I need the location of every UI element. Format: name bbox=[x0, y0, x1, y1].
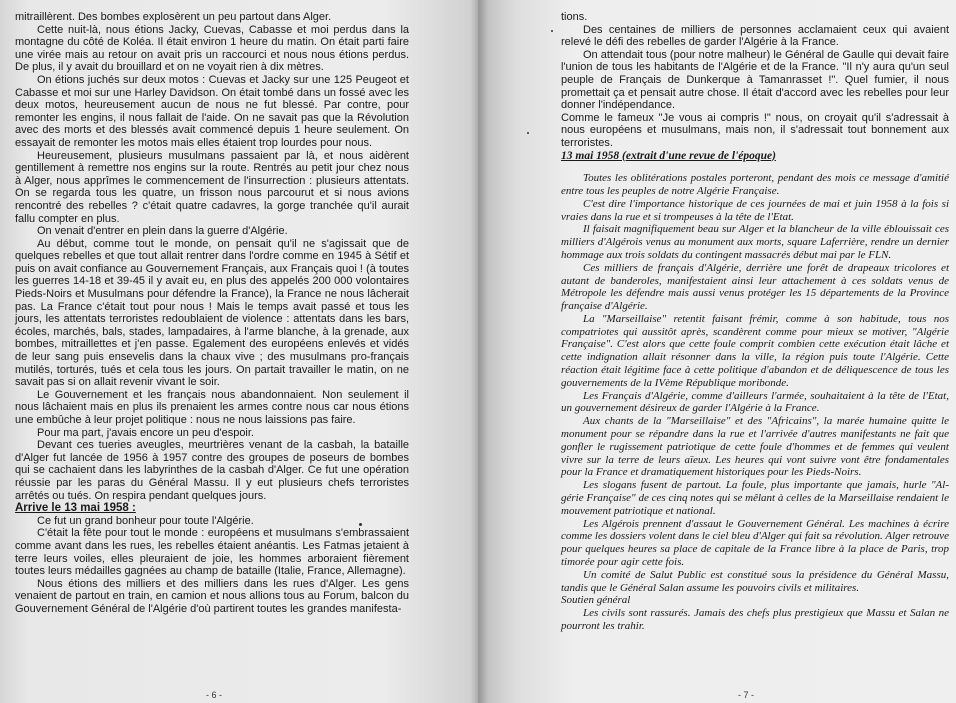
paragraph: Au début, comme tout le monde, on pensait qu'il ne s'agissait que de quelques rebelles et que tout allait rentrer dans l'ordre comme en 1945 à Sétif et puis on avait confiance au Gouvernement Français, aux Français quoi ! (à toutes les guerres 14-18 et 39-45 il y avait eu, en plus des appelés 200 000 volontaires Pieds-Noirs et Musulmans pour défendre la France), la France ne nous lâcherait pas. La France c'était tout pour nous ! Mais le temps avait passé et tous les jours, les attentats terroristes redoublaient de violence : attentats dans les bars, écoles, marchés, bals, stades, lampadaires, à l'arme blanche, à la grenade, aux bombes, mitraillettes et j'en passe. Egalement des européens enlevés et vidés de leur sang puis ensevelis dans la chaux vive ; des musulmans pro-français mutilés, torturés, tués et cela tous les jours. On partait travailler le matin, on ne savait pas si on allait revenir vivant le soir. bbox=[15, 237, 409, 389]
paragraph: Aux chants de la "Marseillaise" et des "Africains", la marée humaine quitte le monument pour se répandre dans la rue et l'arrivée d'autres manifestants ne fait que gonfler le rugissement patriotique de cette foule d'hommes et de femmes qui veulent vivre sur la terre de leurs aïeux. Les heures qui vont suivre vont être fondamentales pour la France et dramatiquement historiques pour les Pieds-Noirs. bbox=[561, 415, 949, 479]
paragraph: Les Algérois prennent d'assaut le Gouvernement Général. Les machines à écrire comme les dossiers volent dans le ciel bleu d'Alger qui fait sa révolution. Alger retrouve pour quelques heures sa place de capitale de la France libre à la place de Paris, trop timorée pour agir cette fois. bbox=[561, 517, 949, 569]
paragraph: Toutes les oblitérations postales porteront, pendant des mois ce message d'amitié entre tous les peuples de notre Algérie Française. bbox=[561, 172, 949, 197]
right-page-text bbox=[561, 11, 949, 633]
paragraph: Ces milliers de français d'Algérie, derrière une forêt de drapeaux tricolores et autant de banderoles, manifestaient ainsi leur attachement à ces soldats venus de Métropole les défendre mais aussi venus protéger les 15 départements de la Province française d'Algérie. bbox=[561, 261, 949, 313]
paragraph: La "Marseillaise" retentit faisant frémir, comme à son habitude, tous nos compatriotes qui aussitôt après, scandèrent comme pour mieux se motiver, "Algérie Française". C'est alors que cette foule comprit combien cette exécution était lâche et cette indignation allait résonner dans la ville, la région puis toute l'Algérie. Cette réaction était légitime face à cette politique d'abandon et de déliquescence de tous les gouvernements de la IVème République moribonde. bbox=[561, 312, 949, 389]
quoted-article bbox=[561, 172, 949, 633]
book-gutter bbox=[470, 0, 488, 703]
paragraph: On étions juchés sur deux motos : Cuevas et Jacky sur une 125 Peugeot et Cabasse et moi sur une Harley Davidson. On était tombé dans un fossé avec les deux motos, heureusement aucun de nous ne fut blessé. Par contre, pour remonter les engins, il nous fallait de l'aide. On ne savait pas que la Révolution avec des morts et des blessés avait commencé depuis 1 heure seulement. On essayait de remonter les motos mais elles étaient trop lourdes pour nous. bbox=[15, 73, 409, 149]
paragraph: Il faisait magnifiquement beau sur Alger et la blancheur de la ville éblouissait ces milliers d'Algérois venus au monument aux morts, square Laferrière, rendre un dernier hommage aux trois soldats du contingent massacrés début mai par le FLN. bbox=[561, 223, 949, 261]
ink-dot bbox=[359, 523, 362, 526]
paragraph: Comme le fameux "Je vous ai compris !" nous, on croyait qu'il s'adressait à nous européens et musulmans, mais non, il s'adressait tout bonnement aux terroristes. bbox=[561, 111, 949, 149]
paragraph: Ce fut un grand bonheur pour toute l'Algérie. bbox=[37, 514, 254, 527]
paragraph: Nous étions des milliers et des milliers dans les rues d'Alger. Les gens venaient de partout en train, en camion et nous allions tous au Forum, balcon du Gouvernement Général de l'Algérie d'où partirent toutes les grandes manifesta- bbox=[15, 577, 409, 615]
paragraph: Les slogans fusent de partout. La foule, plus importante que jamais, hurle "Al-gérie Française" de ces cinq notes qui se mêlant à celles de la Marseillaise rendaient le mouvement patriotique et national. bbox=[561, 479, 949, 517]
paragraph: Heureusement, plusieurs musulmans passaient par là, et nous aidèrent gentillement à remettre nos engins sur la route. Rentrés au petit jour chez nous à Alger, nous apprîmes le commencement de l'insurrection : plusieurs attentats. On se regarda tous les quatre, un frisson nous parcourut et si nous avions rencontré des rebelles ? c'était quatre cadavres, la gorge tranchée qu'il aurait fallu compter en plus. bbox=[15, 149, 409, 225]
section-heading: Arrive le 13 mai 1958 : bbox=[15, 502, 136, 515]
ink-dot bbox=[527, 132, 529, 134]
paragraph: Le Gouvernement et les français nous abandonnaient. Non seulement il nous lâchaient mais en plus ils prenaient les armes contre nous car nous étions une embûche à leur projet politique : nous ne nous laissions pas faire. bbox=[15, 388, 409, 426]
paragraph: On venait d'entrer en plein dans la guerre d'Algérie. bbox=[37, 225, 288, 238]
paragraph: C'est dire l'importance historique de ces journées de mai et juin 1958 à la fois si vraies dans la rue et si trompeuses à la tête de l'Etat. bbox=[561, 197, 949, 223]
paragraph: Des centaines de milliers de personnes acclamaient ceux qui avaient relevé le défi des rebelles de garder l'Algérie à la France. bbox=[561, 23, 949, 49]
paragraph: tions. bbox=[561, 11, 588, 23]
paragraph: C'était la fête pour tout le monde : européens et musulmans s'embrassaient comme avant dans les rues, les rebelles étaient anéantis. Les Fatmas jetaient à terre leurs voiles, elles pleuraient de joie, les hommes arboraient fièrement toutes leurs médailles gagnées au champ de bataille (Italie, France, Allemagne). bbox=[15, 527, 409, 578]
ink-dot bbox=[551, 30, 553, 32]
paragraph: Devant ces tueries aveugles, meurtrières venant de la casbah, la bataille d'Alger fut lancée de 1956 à 1957 contre des groupes de poseurs de bombes qui se cachaient dans les labyrinthes de la casbah d'Alger. Ce fut une opération réussie par les paras du Général Massu. Il y eut plusieurs chefs terroristes arrêtés ou tués. On respira pendant quelques jours. bbox=[15, 439, 409, 502]
paragraph: Les Français d'Algérie, comme d'ailleurs l'armée, souhaitaient à la tête de l'Etat, un gouvernement désireux de garder l'Algérie à la France. bbox=[561, 389, 949, 415]
left-page-text bbox=[15, 11, 409, 616]
paragraph: Pour ma part, j'avais encore un peu d'espoir. bbox=[37, 426, 254, 439]
paragraph: Cette nuit-là, nous étions Jacky, Cuevas, Cabasse et moi perdus dans la montagne du côté de Koléa. Il était environ 1 heure du matin. On était parti faire une virée mais au retour on avait pris un raccourci et nous nous étions perdus. De plus, il y avait du brouillard et on ne voyait rien à dix mètres. bbox=[15, 23, 409, 74]
subheading: Soutien général bbox=[561, 594, 631, 607]
paragraph: mitraillèrent. Des bombes explosèrent un peu partout dans Alger. bbox=[15, 11, 332, 23]
paragraph: On attendait tous (pour notre malheur) le Général de Gaulle qui devait faire l'union de tous les habitants de l'Algérie et de la France. "Il n'y aura qu'un seul peuple de Français de Dunkerque à Tamanrasset !". Quel fumier, il nous promettait ça et pensait autre chose. Il était d'accord avec les rebelles pour leur donner l'indépendance. bbox=[561, 48, 949, 112]
section-heading: 13 mai 1958 (extrait d'une revue de l'époque) bbox=[561, 149, 776, 162]
page-number: - 6 - bbox=[206, 690, 223, 700]
paragraph: Un comité de Salut Public est constitué sous la présidence du Général Massu, tandis que le Général Salan assume les pouvoirs civils et militaires. bbox=[561, 568, 949, 594]
page-number: - 7 - bbox=[738, 690, 755, 700]
paragraph: Les civils sont rassurés. Jamais des chefs plus prestigieux que Massu et Salan ne pourront les trahir. bbox=[561, 607, 949, 633]
